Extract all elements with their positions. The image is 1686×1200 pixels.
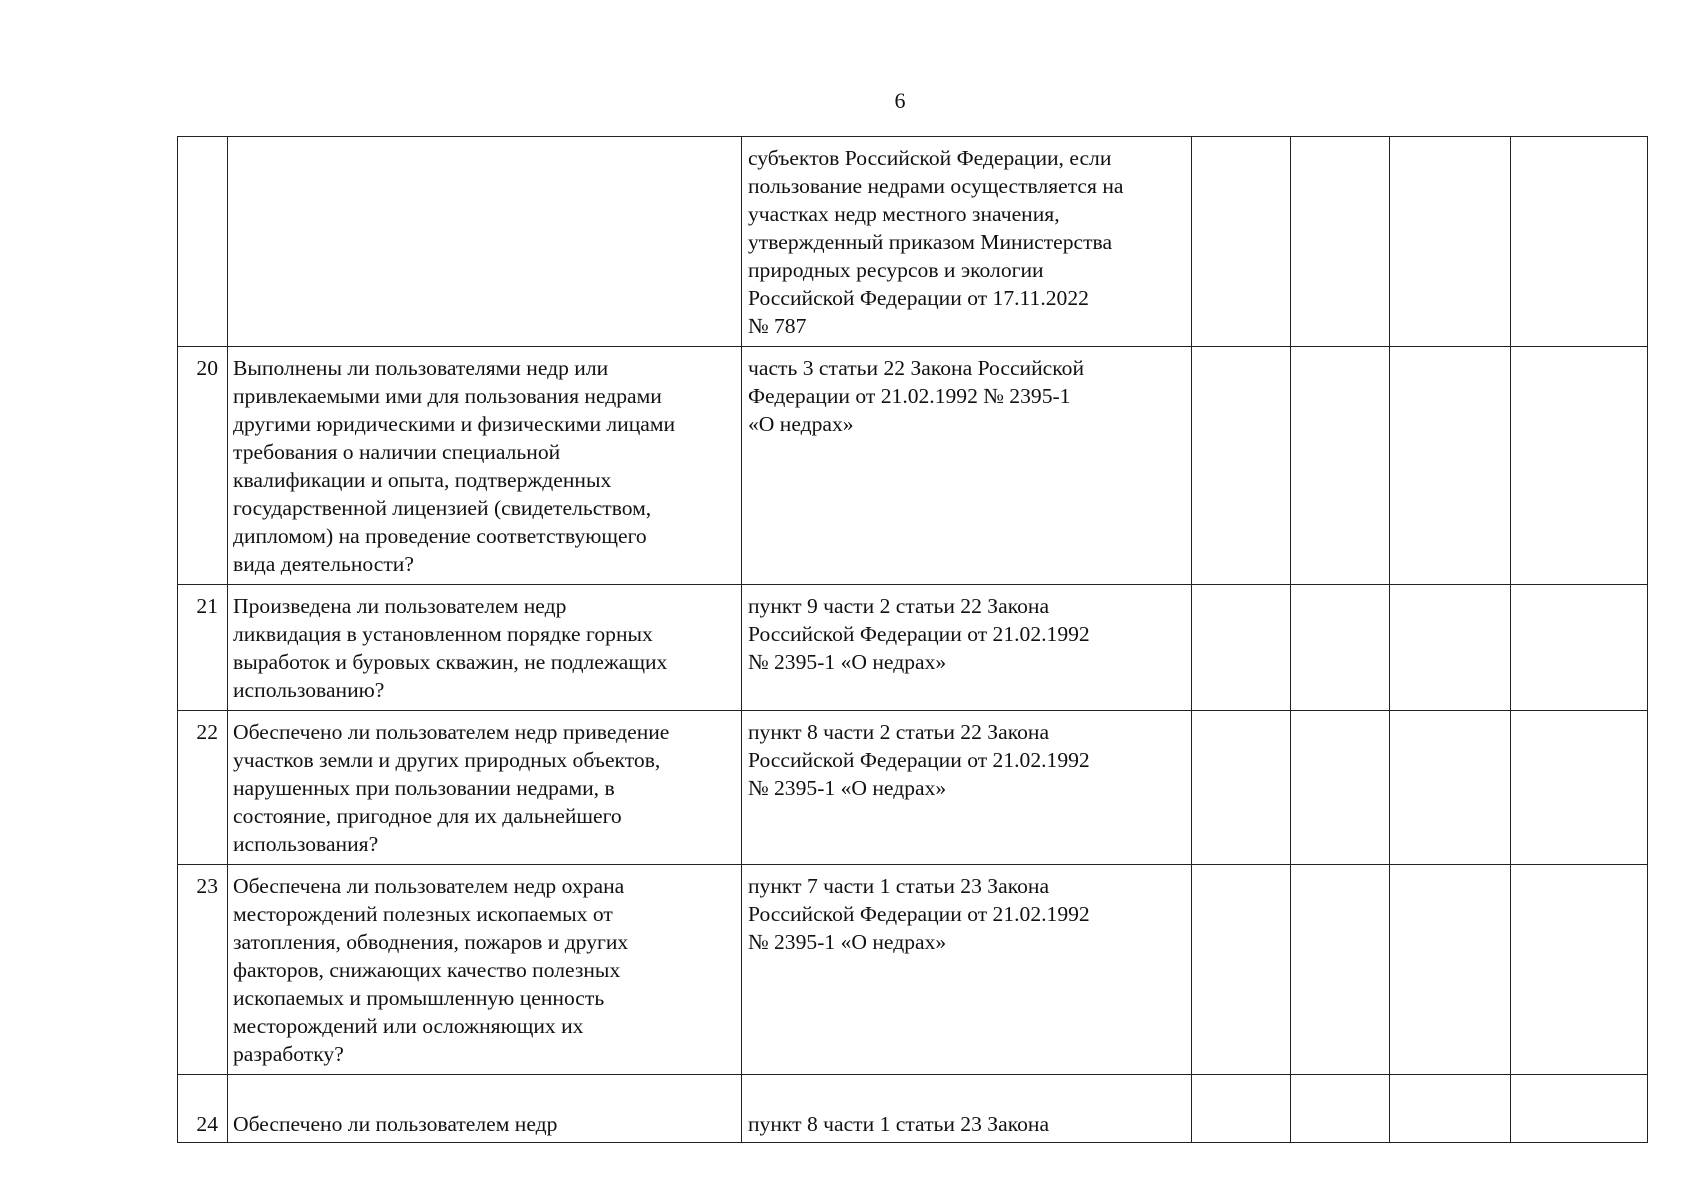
question-text: Выполнены ли пользователями недр или привлекаемыми ими для пользования недрами другими юридическими и физическими лицами требования о наличии специальной квалификации и опыта, подтвержденных государственной лицензией (свидетельством, дипломом) на проведение соответствующего вида деятельности?	[233, 356, 676, 576]
notes-cell[interactable]	[1511, 711, 1648, 865]
question-text: Произведена ли пользователем недр ликвидация в установленном порядке горных выработок и буровых скважин, не подлежащих использованию?	[233, 594, 668, 702]
answer-na-cell[interactable]	[1390, 865, 1511, 1075]
reference-cell	[742, 137, 1192, 347]
question-text: Обеспечена ли пользователем недр охрана месторождений полезных ископаемых от затопления, обводнения, пожаров и других факторов, снижающих качество полезных ископаемых и промышленную ценность месторождений или осложняющих их разработку?	[233, 874, 629, 1066]
question-cell	[228, 711, 742, 865]
question-cell	[228, 137, 742, 347]
reference-cell	[742, 865, 1192, 1075]
question-cell	[228, 585, 742, 711]
answer-no-cell[interactable]	[1291, 585, 1390, 711]
answer-no-cell[interactable]	[1291, 137, 1390, 347]
table-row	[178, 137, 1648, 347]
answer-no-cell[interactable]	[1291, 347, 1390, 585]
answer-yes-cell[interactable]	[1192, 585, 1291, 711]
question-text: Обеспечено ли пользователем недр приведение участков земли и других природных объектов, нарушенных при пользовании недрами, в состояние, пригодное для их дальнейшего использования?	[233, 720, 670, 856]
reference-cell	[742, 711, 1192, 865]
table-row	[178, 585, 1648, 711]
table-row	[178, 1075, 1648, 1143]
notes-cell[interactable]	[1511, 137, 1648, 347]
answer-no-cell[interactable]	[1291, 865, 1390, 1075]
notes-cell[interactable]	[1511, 1075, 1648, 1143]
reference-cell	[742, 585, 1192, 711]
row-number: 24	[178, 1075, 228, 1143]
row-number: 22	[178, 711, 228, 865]
reference-text: пункт 7 части 1 статьи 23 Закона Российской Федерации от 21.02.1992 № 2395-1 «О недрах»	[748, 874, 1090, 954]
answer-yes-cell[interactable]	[1192, 347, 1291, 585]
answer-yes-cell[interactable]	[1192, 711, 1291, 865]
reference-text: субъектов Российской Федерации, если пользование недрами осуществляется на участках недр местного значения, утвержденный приказом Министерства природных ресурсов и экологии Российской Федерации от 17.11.2022 № 787	[748, 146, 1124, 338]
answer-yes-cell[interactable]	[1192, 865, 1291, 1075]
table-row	[178, 711, 1648, 865]
reference-text: пункт 9 части 2 статьи 22 Закона Российской Федерации от 21.02.1992 № 2395-1 «О недрах»	[748, 594, 1090, 674]
reference-cell	[742, 1075, 1192, 1143]
question-cell	[228, 1075, 742, 1143]
notes-cell[interactable]	[1511, 585, 1648, 711]
checklist-table	[177, 136, 1648, 1143]
reference-text: пункт 8 части 1 статьи 23 Закона	[748, 1112, 1050, 1136]
row-number: 21	[178, 585, 228, 711]
answer-yes-cell[interactable]	[1192, 1075, 1291, 1143]
answer-no-cell[interactable]	[1291, 711, 1390, 865]
page-number: 6	[894, 88, 906, 113]
notes-cell[interactable]	[1511, 865, 1648, 1075]
answer-na-cell[interactable]	[1390, 585, 1511, 711]
notes-cell[interactable]	[1511, 347, 1648, 585]
table-row	[178, 347, 1648, 585]
table-row	[178, 865, 1648, 1075]
question-cell	[228, 347, 742, 585]
row-number	[178, 137, 228, 347]
reference-text: пункт 8 части 2 статьи 22 Закона Российской Федерации от 21.02.1992 № 2395-1 «О недрах»	[748, 720, 1090, 800]
row-number: 20	[178, 347, 228, 585]
answer-no-cell[interactable]	[1291, 1075, 1390, 1143]
question-text: Обеспечено ли пользователем недр	[233, 1112, 558, 1136]
answer-na-cell[interactable]	[1390, 347, 1511, 585]
reference-text: часть 3 статьи 22 Закона Российской Федерации от 21.02.1992 № 2395-1 «О недрах»	[748, 356, 1084, 436]
answer-na-cell[interactable]	[1390, 1075, 1511, 1143]
question-cell	[228, 865, 742, 1075]
answer-yes-cell[interactable]	[1192, 137, 1291, 347]
reference-cell	[742, 347, 1192, 585]
answer-na-cell[interactable]	[1390, 711, 1511, 865]
answer-na-cell[interactable]	[1390, 137, 1511, 347]
row-number: 23	[178, 865, 228, 1075]
